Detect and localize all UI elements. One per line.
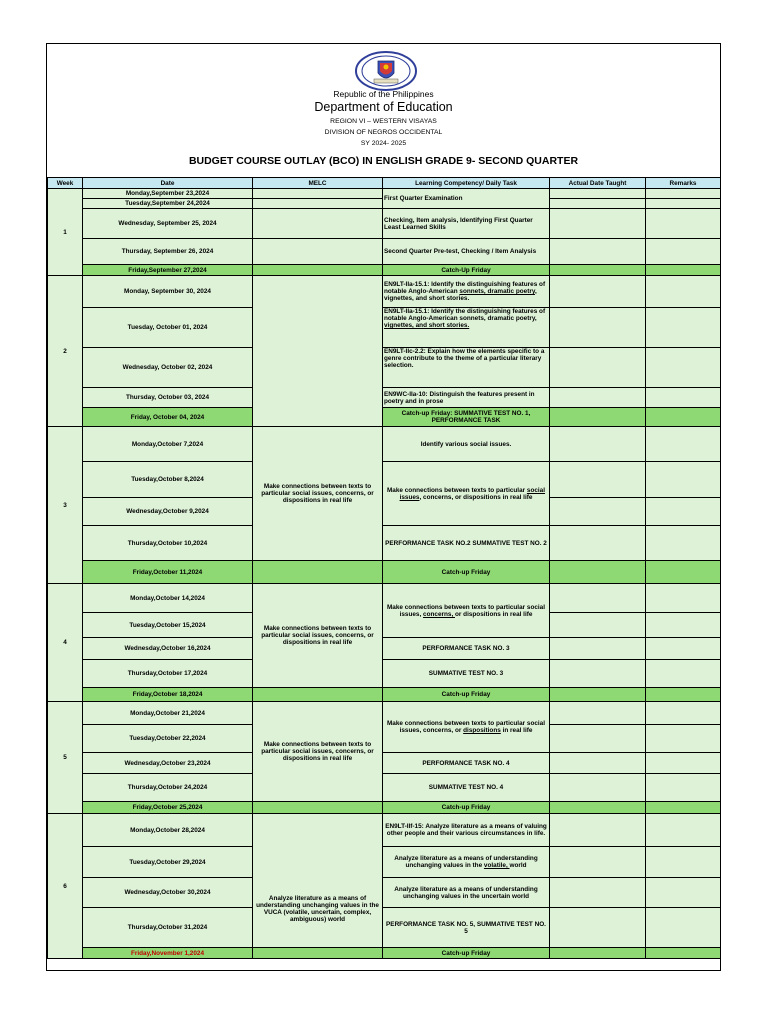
- date-cell: Tuesday,September 24,2024: [83, 199, 253, 209]
- task-cell: First Quarter Examination: [383, 189, 550, 209]
- melc-cell: [253, 199, 383, 209]
- remarks-cell[interactable]: [646, 814, 721, 847]
- bco-table: [47, 177, 721, 959]
- col-date: Date: [83, 178, 253, 189]
- actual-date-cell[interactable]: [550, 660, 646, 688]
- melc-cell: [253, 265, 383, 276]
- date-cell: Friday, October 04, 2024: [83, 408, 253, 427]
- task-cell: [383, 462, 550, 526]
- task-cell: PERFORMANCE TASK NO. 3: [383, 638, 550, 660]
- table-row: [48, 660, 721, 688]
- date-cell: Wednesday,October 30,2024: [83, 878, 253, 908]
- melc-cell: [253, 276, 383, 427]
- task-cell: PERFORMANCE TASK NO. 4: [383, 753, 550, 774]
- actual-date-cell[interactable]: [550, 613, 646, 638]
- date-cell: Tuesday,October 15,2024: [83, 613, 253, 638]
- week-cell: 4: [48, 584, 83, 702]
- remarks-cell[interactable]: [646, 660, 721, 688]
- melc-cell: Analyze literature as a means of understanding unchanging values in the VUCA (volatile, uncertain, complex, ambiguous) world: [253, 814, 383, 948]
- date-cell: Monday,October 28,2024: [83, 814, 253, 847]
- actual-date-cell[interactable]: [550, 688, 646, 702]
- table-row: [48, 462, 721, 498]
- bco-sheet: [46, 43, 721, 971]
- task-cell: Catch-up Friday: [383, 561, 550, 584]
- remarks-cell[interactable]: [646, 388, 721, 408]
- task-cell: Identify various social issues.: [383, 427, 550, 462]
- melc-cell: [253, 802, 383, 814]
- table-row: [48, 348, 721, 388]
- date-cell: Wednesday, October 02, 2024: [83, 348, 253, 388]
- task-text-underlined: vignettes, and short stories.: [384, 322, 470, 329]
- remarks-cell[interactable]: [646, 189, 721, 199]
- table-row: [48, 584, 721, 613]
- remarks-cell[interactable]: [646, 308, 721, 348]
- melc-cell: Make connections between texts to particular social issues, concerns, or dispositions in real life: [253, 584, 383, 688]
- date-cell: Wednesday,October 9,2024: [83, 498, 253, 526]
- remarks-cell[interactable]: [646, 948, 721, 959]
- table-row: [48, 388, 721, 408]
- week-cell: 6: [48, 814, 83, 959]
- table-row: [48, 753, 721, 774]
- date-cell: Thursday,October 24,2024: [83, 774, 253, 802]
- col-task: Learning Competency/ Daily Task: [383, 178, 550, 189]
- date-cell: Wednesday, September 25, 2024: [83, 209, 253, 239]
- table-row: [48, 638, 721, 660]
- task-text-underlined: sonnets, dramatic poetry: [459, 288, 535, 295]
- actual-date-cell[interactable]: [550, 265, 646, 276]
- task-text: or dispositions in real life: [455, 610, 533, 618]
- actual-date-cell[interactable]: [550, 526, 646, 561]
- table-row: [48, 802, 721, 814]
- table-row: [48, 774, 721, 802]
- task-cell: [383, 308, 550, 348]
- task-text-underlined: concerns,: [423, 610, 455, 618]
- remarks-cell[interactable]: [646, 462, 721, 498]
- task-cell: SUMMATIVE TEST NO. 3: [383, 660, 550, 688]
- table-row: [48, 702, 721, 725]
- week-cell: 3: [48, 427, 83, 584]
- melc-cell: [253, 189, 383, 199]
- task-text-underlined: social issues: [399, 486, 546, 501]
- remarks-cell[interactable]: [646, 584, 721, 613]
- document-header: [47, 44, 720, 177]
- task-cell: EN9WC-IIa-10: Distinguish the features present in poetry and in prose: [383, 388, 550, 408]
- task-text: world: [509, 862, 527, 869]
- remarks-cell[interactable]: [646, 774, 721, 802]
- table-header-row: [48, 178, 721, 189]
- actual-date-cell[interactable]: [550, 814, 646, 847]
- actual-date-cell[interactable]: [550, 462, 646, 498]
- remarks-cell[interactable]: [646, 613, 721, 638]
- table-row: [48, 308, 721, 348]
- table-row: [48, 427, 721, 462]
- task-text: Make connections between texts to particular social issues,: [386, 603, 546, 618]
- table-row: [48, 847, 721, 878]
- date-cell: Thursday,October 31,2024: [83, 908, 253, 948]
- task-text: EN9LT-IIa-15.1: Identify the distinguishing features of notable Anglo-American sonnets, dramatic poetry,: [384, 308, 546, 322]
- date-cell: Friday,September 27,2024: [83, 265, 253, 276]
- actual-date-cell[interactable]: [550, 408, 646, 427]
- actual-date-cell[interactable]: [550, 498, 646, 526]
- melc-cell: [253, 239, 383, 265]
- task-cell: [383, 702, 550, 753]
- remarks-cell[interactable]: [646, 276, 721, 308]
- date-cell: Friday,October 11,2024: [83, 561, 253, 584]
- melc-cell: Make connections between texts to particular social issues, concerns, or dispositions in real life: [253, 702, 383, 802]
- document-title: BUDGET COURSE OUTLAY (BCO) IN ENGLISH GRADE 9- SECOND QUARTER: [188, 155, 579, 167]
- remarks-cell[interactable]: [646, 408, 721, 427]
- task-text: Make connections between texts to particular: [386, 486, 527, 494]
- task-cell: [383, 276, 550, 308]
- date-cell: Tuesday,October 29,2024: [83, 847, 253, 878]
- task-cell: Catch-up Friday: [383, 802, 550, 814]
- actual-date-cell[interactable]: [550, 948, 646, 959]
- task-text-underlined: dispositions: [463, 727, 501, 734]
- actual-date-cell[interactable]: [550, 427, 646, 462]
- date-cell: Thursday,October 10,2024: [83, 526, 253, 561]
- date-cell: Wednesday,October 23,2024: [83, 753, 253, 774]
- actual-date-cell[interactable]: [550, 348, 646, 388]
- melc-cell: [253, 209, 383, 239]
- remarks-cell[interactable]: [646, 199, 721, 209]
- header-school-year: SY 2024- 2025: [360, 140, 407, 147]
- table-row: [48, 561, 721, 584]
- week-cell: 1: [48, 189, 83, 276]
- remarks-cell[interactable]: [646, 498, 721, 526]
- melc-cell: [253, 688, 383, 702]
- week-cell: 5: [48, 702, 83, 814]
- remarks-cell[interactable]: [646, 847, 721, 878]
- header-department: Department of Education: [314, 100, 453, 114]
- task-cell: EN9LT-IIf-15: Analyze literature as a means of valuing other people and their various circumstances in life.: [383, 814, 550, 847]
- actual-date-cell[interactable]: [550, 878, 646, 908]
- table-row: [48, 276, 721, 308]
- task-cell: Checking, Item analysis, Identifying First Quarter Least Learned Skills: [383, 209, 550, 239]
- date-cell: Friday,October 25,2024: [83, 802, 253, 814]
- task-text-underlined: volatile,: [483, 862, 510, 869]
- task-text: Analyze literature as a means of understanding unchanging values in the: [394, 855, 538, 869]
- actual-date-cell[interactable]: [550, 239, 646, 265]
- melc-cell: [253, 561, 383, 584]
- actual-date-cell[interactable]: [550, 561, 646, 584]
- remarks-cell[interactable]: [646, 878, 721, 908]
- col-melc: MELC: [253, 178, 383, 189]
- col-actual-date: Actual Date Taught: [550, 178, 646, 189]
- task-cell: [383, 847, 550, 878]
- actual-date-cell[interactable]: [550, 209, 646, 239]
- task-text: EN9LT-IIa-15.1: Identify the distinguishing features of notable Anglo-American: [384, 281, 546, 295]
- task-cell: SUMMATIVE TEST NO. 4: [383, 774, 550, 802]
- actual-date-cell[interactable]: [550, 584, 646, 613]
- task-cell: EN9LT-IIc-2.2: Explain how the elements specific to a genre contribute to the theme of a particular literary selection.: [383, 348, 550, 388]
- date-cell: Wednesday,October 16,2024: [83, 638, 253, 660]
- actual-date-cell[interactable]: [550, 308, 646, 348]
- melc-cell: Make connections between texts to particular social issues, concerns, or dispositions in real life: [253, 427, 383, 561]
- date-cell: Thursday, October 03, 2024: [83, 388, 253, 408]
- date-cell: Tuesday,October 22,2024: [83, 725, 253, 753]
- task-cell: PERFORMANCE TASK NO.2 SUMMATIVE TEST NO. 2: [383, 526, 550, 561]
- actual-date-cell[interactable]: [550, 908, 646, 948]
- date-cell: Monday,October 7,2024: [83, 427, 253, 462]
- remarks-cell[interactable]: [646, 561, 721, 584]
- remarks-cell[interactable]: [646, 702, 721, 725]
- remarks-cell[interactable]: [646, 348, 721, 388]
- remarks-cell[interactable]: [646, 427, 721, 462]
- melc-cell: [253, 948, 383, 959]
- header-division: DIVISION OF NEGROS OCCIDENTAL: [324, 129, 443, 136]
- actual-date-cell[interactable]: [550, 388, 646, 408]
- date-cell: Monday,October 14,2024: [83, 584, 253, 613]
- deped-seal-icon: [354, 51, 418, 91]
- date-cell: Friday,November 1,2024: [83, 948, 253, 959]
- actual-date-cell[interactable]: [550, 276, 646, 308]
- remarks-cell[interactable]: [646, 725, 721, 753]
- table-row: [48, 526, 721, 561]
- remarks-cell[interactable]: [646, 239, 721, 265]
- task-text: , vignettes, and short stories.: [384, 288, 537, 302]
- table-row: [48, 814, 721, 847]
- remarks-cell[interactable]: [646, 638, 721, 660]
- date-cell: Thursday, September 26, 2024: [83, 239, 253, 265]
- table-row: [48, 948, 721, 959]
- table-row: [48, 908, 721, 948]
- remarks-cell[interactable]: [646, 802, 721, 814]
- table-row: [48, 408, 721, 427]
- col-remarks: Remarks: [646, 178, 721, 189]
- remarks-cell[interactable]: [646, 209, 721, 239]
- task-cell: Catch-up Friday: [383, 688, 550, 702]
- actual-date-cell[interactable]: [550, 802, 646, 814]
- date-cell: Thursday,October 17,2024: [83, 660, 253, 688]
- remarks-cell[interactable]: [646, 908, 721, 948]
- actual-date-cell[interactable]: [550, 638, 646, 660]
- remarks-cell[interactable]: [646, 753, 721, 774]
- table-row: [48, 878, 721, 908]
- date-cell: Monday,September 23,2024: [83, 189, 253, 199]
- table-row: [48, 688, 721, 702]
- actual-date-cell[interactable]: [550, 189, 646, 199]
- date-cell: Monday,October 21,2024: [83, 702, 253, 725]
- task-cell: Catch-up Friday: [383, 948, 550, 959]
- task-text: in real life: [500, 727, 533, 734]
- actual-date-cell[interactable]: [550, 774, 646, 802]
- task-cell: Second Quarter Pre-test, Checking / Item Analysis: [383, 239, 550, 265]
- week-cell: 2: [48, 276, 83, 427]
- task-text: , concerns, or dispositions in real life: [419, 493, 533, 501]
- remarks-cell[interactable]: [646, 526, 721, 561]
- actual-date-cell[interactable]: [550, 725, 646, 753]
- task-cell: Catch-Up Friday: [383, 265, 550, 276]
- date-cell: Tuesday,October 8,2024: [83, 462, 253, 498]
- header-region: REGION VI – WESTERN VISAYAS: [330, 118, 437, 125]
- actual-date-cell[interactable]: [550, 753, 646, 774]
- actual-date-cell[interactable]: [550, 199, 646, 209]
- task-cell: Catch-up Friday: SUMMATIVE TEST NO. 1, PERFORMANCE TASK: [383, 408, 550, 427]
- table-row: [48, 189, 721, 199]
- task-cell: [383, 584, 550, 638]
- actual-date-cell[interactable]: [550, 847, 646, 878]
- table-row: [48, 209, 721, 239]
- remarks-cell[interactable]: [646, 688, 721, 702]
- table-row: [48, 239, 721, 265]
- task-text: Make connections between texts to particular social issues, concerns, or: [386, 720, 546, 734]
- date-cell: Friday,October 18,2024: [83, 688, 253, 702]
- actual-date-cell[interactable]: [550, 702, 646, 725]
- date-cell: Monday, September 30, 2024: [83, 276, 253, 308]
- task-cell: PERFORMANCE TASK NO. 5, SUMMATIVE TEST NO. 5: [383, 908, 550, 948]
- task-cell: Analyze literature as a means of understanding unchanging values in the uncertain world: [383, 878, 550, 908]
- header-republic: Republic of the Philippines: [333, 89, 434, 99]
- table-row: [48, 265, 721, 276]
- col-week: Week: [48, 178, 83, 189]
- date-cell: Tuesday, October 01, 2024: [83, 308, 253, 348]
- remarks-cell[interactable]: [646, 265, 721, 276]
